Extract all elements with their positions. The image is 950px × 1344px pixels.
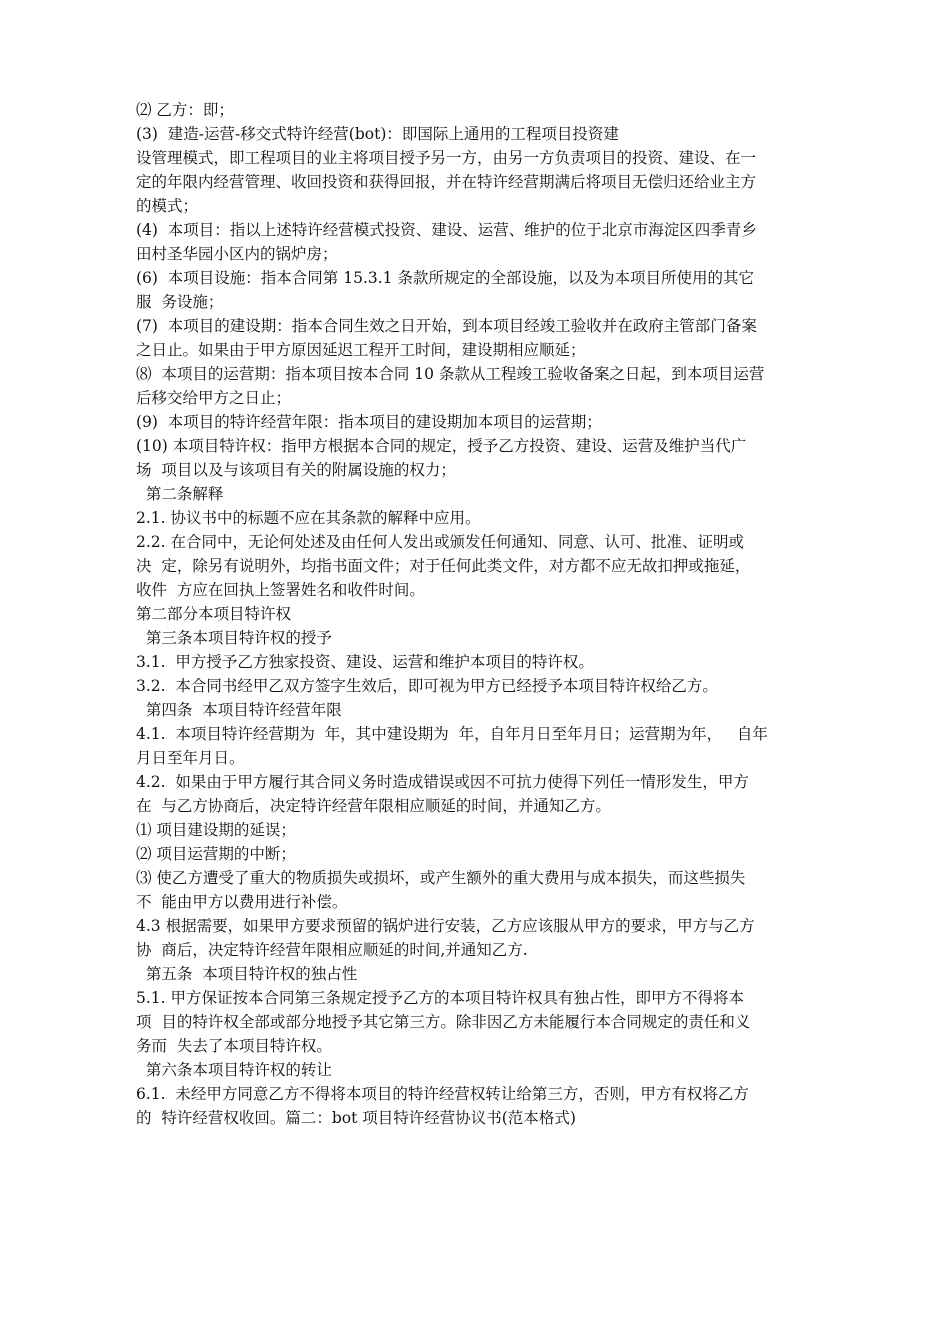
text-line: 之日止。如果由于甲方原因延迟工程开工时间，建设期相应顺延； (136, 341, 586, 359)
text-line: 月日至年月日。 (136, 749, 245, 767)
text-line: 田村圣华园小区内的锅炉房； (136, 245, 338, 263)
text-line: 3.2. 本合同书经甲乙双方签字生效后，即可视为甲方已经授予本项目特许权给乙方。 (136, 677, 718, 695)
text-line: 项 目的特许权全部或部分地授予其它第三方。除非因乙方未能履行本合同规定的责任和义 (136, 1013, 751, 1031)
text-line: 场 项目以及与该项目有关的附属设施的权力； (136, 461, 456, 479)
text-line: ⑻ 本项目的运营期：指本项目按本合同 10 条款从工程竣工验收备案之日起，到本项目运营 (136, 365, 765, 383)
text-line: 服 务设施； (136, 293, 224, 311)
text-line: (7) 本项目的建设期：指本合同生效之日开始，到本项目经竣工验收并在政府主管部门备案 (136, 317, 757, 335)
text-line: ⑶ 使乙方遭受了重大的物质损失或损坏，或产生额外的重大费用与成本损失，而这些损失 (136, 869, 746, 887)
text-line: 的模式； (136, 197, 199, 215)
text-line: 3.1. 甲方授予乙方独家投资、建设、运营和维护本项目的特许权。 (136, 653, 594, 671)
text-line: 务而 失去了本项目特许权。 (136, 1037, 332, 1055)
text-line: 收件 方应在回执上签署姓名和收件时间。 (136, 581, 425, 599)
text-line: (4) 本项目：指以上述特许经营模式投资、建设、运营、维护的位于北京市海淀区四季青乡 (136, 221, 757, 239)
text-line: 2.1. 协议书中的标题不应在其条款的解释中应用。 (136, 509, 481, 527)
text-line: 的 特许经营权收回。篇二：bot 项目特许经营协议书(范本格式) (136, 1109, 576, 1127)
text-line: (9) 本项目的特许经营年限：指本项目的建设期加本项目的运营期； (136, 413, 602, 431)
text-line: ⑵ 项目运营期的中断； (136, 845, 296, 863)
text-line: 不 能由甲方以费用进行补偿。 (136, 893, 348, 911)
text-line: 在 与乙方协商后，决定特许经营年限相应顺延的时间，并通知乙方。 (136, 797, 611, 815)
section-heading: 第三条本项目特许权的授予 (136, 629, 332, 647)
text-line: 定的年限内经营管理、收回投资和获得回报，并在特许经营期满后将项目无偿归还给业主方 (136, 173, 757, 191)
section-heading: 第五条 本项目特许权的独占性 (136, 965, 358, 983)
text-line: ⑵ 乙方：即； (136, 101, 234, 119)
section-heading: 第六条本项目特许权的转让 (136, 1061, 332, 1079)
text-line: 协 商后，决定特许经营年限相应顺延的时间,并通知乙方. (136, 941, 528, 959)
text-line: 2.2. 在合同中，无论何处述及由任何人发出或颁发任何通知、同意、认可、批准、证明或 (136, 533, 745, 551)
text-line: 设管理模式，即工程项目的业主将项目授予另一方，由另一方负责项目的投资、建设、在一 (136, 149, 757, 167)
document-body (136, 98, 826, 1130)
text-line: (3) 建造-运营-移交式特许经营(bot)：即国际上通用的工程项目投资建 (136, 125, 619, 143)
text-line: 决 定，除另有说明外，均指书面文件；对于任何此类文件，对方都不应无故扣押或拖延， (136, 557, 751, 575)
text-line: 5.1. 甲方保证按本合同第三条规定授予乙方的本项目特许权具有独占性，即甲方不得将本 (136, 989, 745, 1007)
section-heading: 第二条解释 (136, 485, 224, 503)
text-line: 后移交给甲方之日止； (136, 389, 292, 407)
text-line: (10) 本项目特许权：指甲方根据本合同的规定，授予乙方投资、建设、运营及维护当代广 (136, 437, 747, 455)
text-line: (6) 本项目设施：指本合同第 15.3.1 条款所规定的全部设施，以及为本项目所使用的其它 (136, 269, 754, 287)
part-heading: 第二部分本项目特许权 (136, 605, 292, 623)
text-line: 4.2. 如果由于甲方履行其合同义务时造成错误或因不可抗力使得下列任一情形发生，甲方 (136, 773, 749, 791)
text-line: 4.1. 本项目特许经营期为 年，其中建设期为 年，自年月日至年月日；运营期为年， 自年 (136, 725, 768, 743)
text-line: 4.3 根据需要，如果甲方要求预留的锅炉进行安装，乙方应该服从甲方的要求，甲方与乙方 (136, 917, 755, 935)
text-line: 6.1. 未经甲方同意乙方不得将本项目的特许经营权转让给第三方，否则，甲方有权将乙方 (136, 1085, 749, 1103)
section-heading: 第四条 本项目特许经营年限 (136, 701, 342, 719)
text-line: ⑴ 项目建设期的延误； (136, 821, 296, 839)
